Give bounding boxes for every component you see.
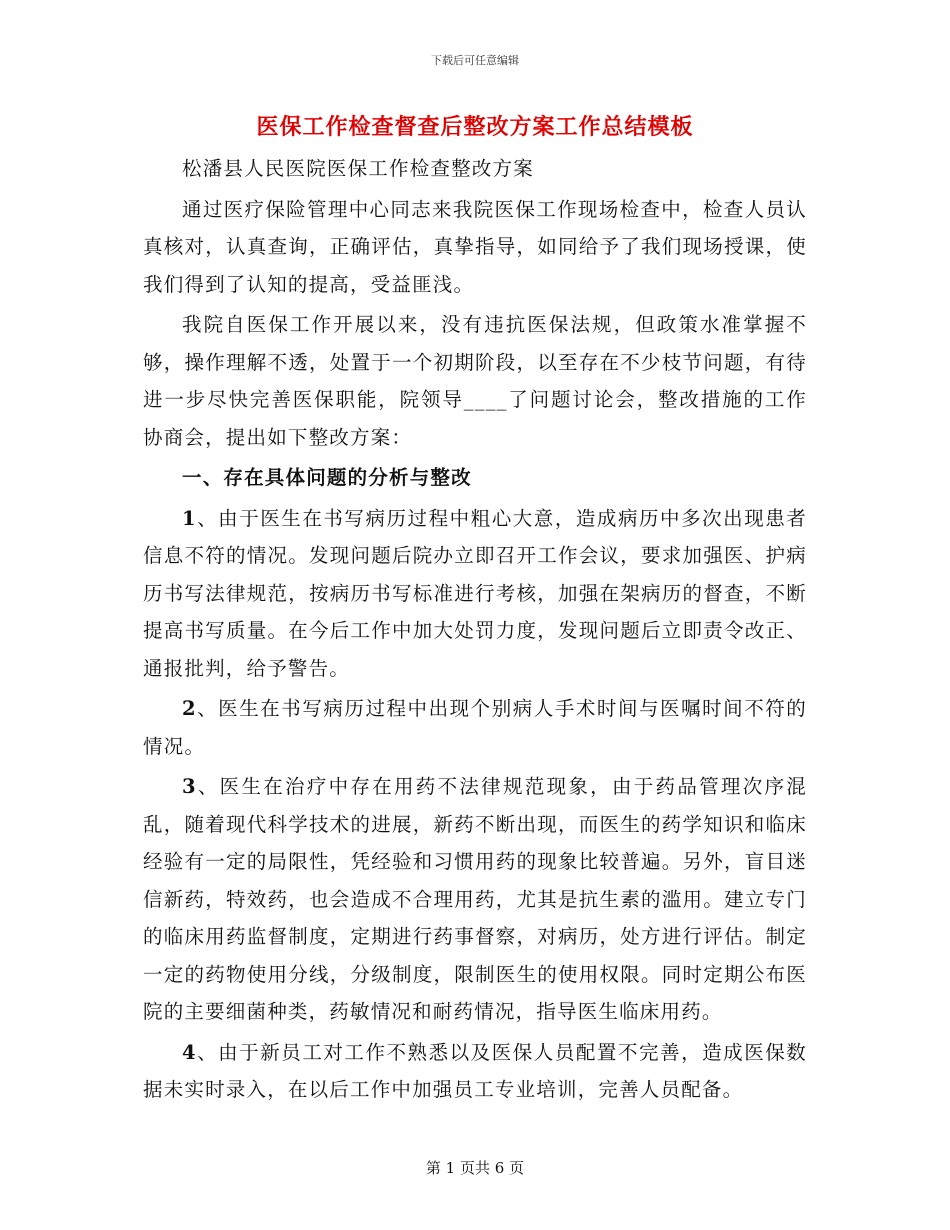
header-note: 下载后可任意编辑 [431, 54, 519, 67]
paragraph-item-3 [143, 768, 807, 1031]
document-title: 医保工作检查督查后整改方案工作总结模板 [256, 114, 694, 140]
paragraph-item-4 [143, 1034, 807, 1109]
paragraph-text: 松潘县人民医院医保工作检查整改方案 [182, 157, 534, 180]
paragraph-text: 一、存在具体问题的分析与整改 [182, 466, 472, 489]
paragraph-text: 、由于新员工对工作不熟悉以及医保人员配置不完善，造成医保数据未实时录入，在以后工作中加强员工专业培训，完善人员配备。 [143, 1040, 807, 1101]
paragraph-text: 、由于医生在书写病历过程中粗心大意，造成病历中多次出现患者信息不符的情况。发现问题后院办立即召开工作会议，要求加强医、护病历书写法律规范，按病历书写标准进行考核，加强在架病历的督查，不断提高书写质量。在今后工作中加大处罚力度，发现问题后立即责令改正、通报批判，给予警告。 [143, 506, 807, 680]
paragraph-text: 通过医疗保险管理中心同志来我院医保工作现场检查中，检查人员认真核对，认真查询，正确评估，真挚指导，如同给予了我们现场授课，使我们得到了认知的提高，受益匪浅。 [143, 197, 807, 296]
paragraph-text: 我院自医保工作开展以来，没有违抗医保法规，但政策水准掌握不够，操作理解不透，处置于一个初期阶段，以至存在不少枝节问题，有待进一步尽快完善医保职能，院领导____了问题讨论会，整改措施的工作协商会，提出如下整改方案： [143, 313, 807, 449]
item-number: 4 [182, 1040, 197, 1064]
paragraph-background [143, 306, 807, 456]
paragraph-text: 、医生在书写病历过程中出现个别病人手术时间与医嘱时间不符的情况。 [143, 697, 807, 758]
item-number: 3 [182, 775, 197, 798]
paragraph-item-1 [143, 500, 807, 688]
paragraph-item-2 [143, 690, 807, 765]
item-number: 2 [182, 697, 197, 720]
paragraph-text: 、医生在治疗中存在用药不法律规范现象，由于药品管理次序混乱，随着现代科学技术的进展，新药不断出现，而医生的药学知识和临床经验有一定的局限性，凭经验和习惯用药的现象比较普遍。另外，盲目迷信新药，特效药，也会造成不合理用药，尤其是抗生素的滥用。建立专门的临床用药监督制度，定期进行药事督察，对病历，处方进行评估。制定一定的药物使用分线，分级制度，限制医生的使用权限。同时定期公布医院的主要细菌种类，药敏情况和耐药情况，指导医生临床用药。 [143, 775, 807, 1023]
page-footer: 第 1 页共 6 页 [425, 1159, 525, 1177]
section-heading [143, 459, 807, 497]
paragraph-subtitle [143, 150, 807, 188]
document-body [143, 150, 807, 1112]
paragraph-intro [143, 191, 807, 304]
item-number: 1 [182, 506, 197, 530]
